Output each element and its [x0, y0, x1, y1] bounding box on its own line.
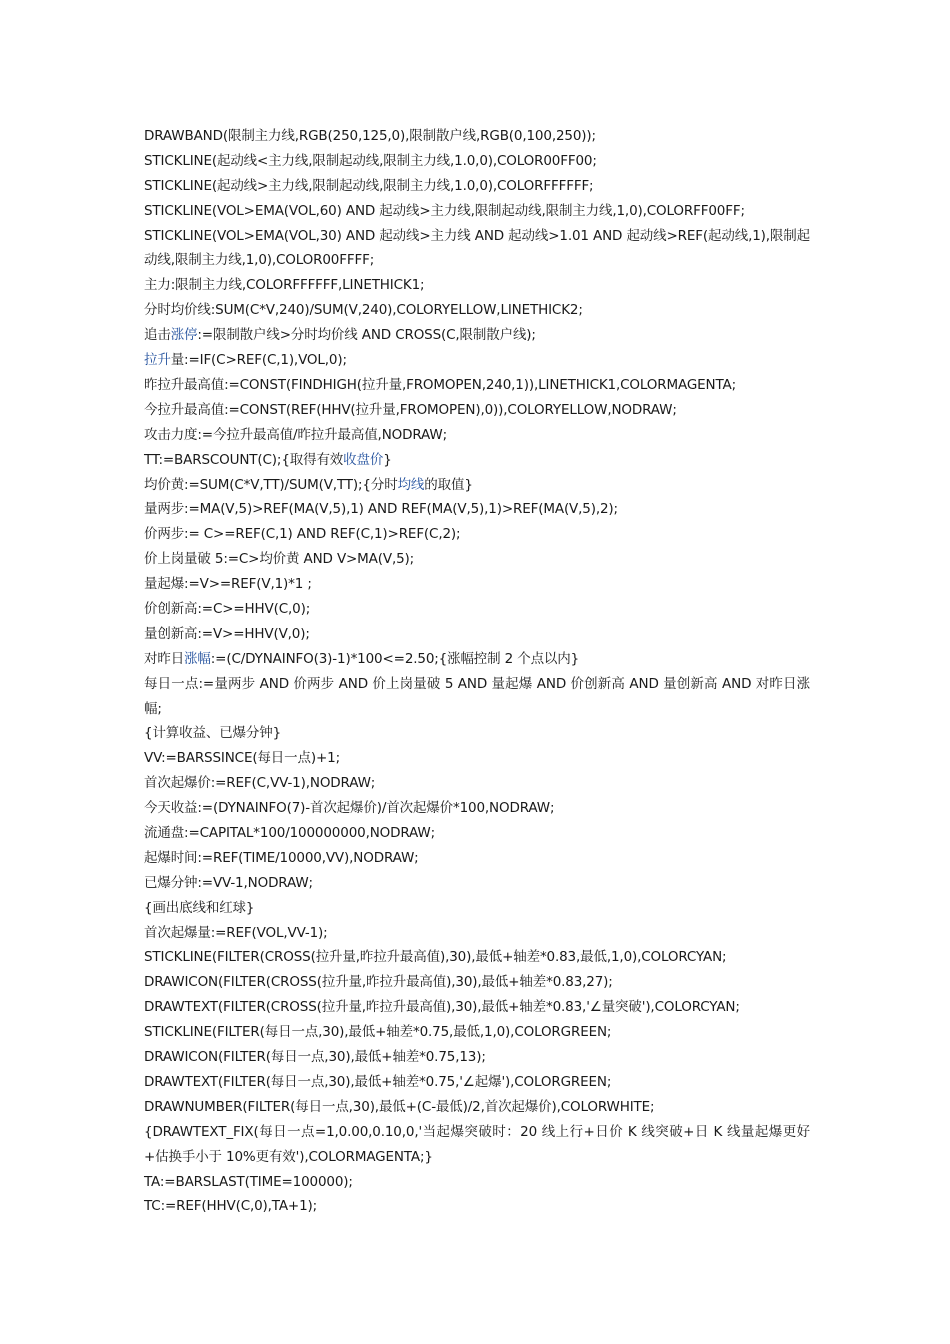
code-line-27: 流通盘:=CAPITAL*100/100000000,NODRAW;: [144, 825, 436, 841]
code-text: 均价黄:=SUM(C*V,TT)/SUM(V,TT);{分时: [144, 476, 398, 493]
code-line-3: STICKLINE(起动线>主力线,限制起动线,限制主力线,1.0,0),COLORFFFFFF;: [144, 177, 594, 194]
code-text: }: [383, 451, 392, 468]
code-line-22: 每日一点:=量两步 AND 价两步 AND 价上岗量破 5 AND 量起爆 AND 价创新高 AND 量创新高 AND 对昨日涨幅;: [144, 675, 810, 717]
keyword-link-zhangfu[interactable]: 涨幅: [184, 650, 211, 667]
keyword-link-junxian[interactable]: 均线: [397, 476, 425, 493]
code-text: 量:=IF(C>REF(C,1),VOL,0);: [170, 352, 347, 369]
code-text: 对昨日: [144, 650, 185, 667]
code-text: TT:=BARSCOUNT(C);{取得有效: [144, 451, 344, 468]
code-line-34: DRAWTEXT(FILTER(CROSS(拉升量,昨拉升最高值),30),最低+轴差*0.83,'∠量突破'),COLORCYAN;: [144, 999, 740, 1016]
code-line-33: DRAWICON(FILTER(CROSS(拉升量,昨拉升最高值),30),最低+轴差*0.83,27);: [144, 974, 613, 991]
code-line-12: 攻击力度:=今拉升最高值/昨拉升最高值,NODRAW;: [144, 426, 447, 443]
code-line-2: STICKLINE(起动线<主力线,限制起动线,限制主力线,1.0,0),COLOR00FF00;: [144, 152, 597, 169]
code-line-30: {画出底线和红球}: [144, 899, 255, 916]
code-text: 追击: [144, 327, 171, 344]
code-line-1: DRAWBAND(限制主力线,RGB(250,125,0),限制散户线,RGB(0,100,250));: [144, 128, 596, 144]
code-line-7: 分时均价线:SUM(C*V,240)/SUM(V,240),COLORYELLOW,LINETHICK2;: [144, 302, 583, 319]
code-line-36: DRAWICON(FILTER(每日一点,30),最低+轴差*0.75,13);: [144, 1049, 486, 1066]
code-line-32: STICKLINE(FILTER(CROSS(拉升量,昨拉升最高值),30),最低+轴差*0.83,最低,1,0),COLORCYAN;: [144, 949, 727, 966]
code-line-21: [144, 647, 810, 672]
code-text: 的取值}: [424, 476, 473, 493]
code-line-11: 今拉升最高值:=CONST(REF(HHV(拉升量,FROMOPEN),0)),COLORYELLOW,NODRAW;: [144, 401, 677, 418]
code-line-35: STICKLINE(FILTER(每日一点,30),最低+轴差*0.75,最低,1,0),COLORGREEN;: [144, 1024, 612, 1041]
code-line-26: 今天收益:=(DYNAINFO(7)-首次起爆价)/首次起爆价*100,NODRAW;: [144, 800, 555, 817]
code-line-17: 价上岗量破 5:=C>均价黄 AND V>MA(V,5);: [144, 551, 415, 568]
keyword-link-lasheng[interactable]: 拉升: [144, 352, 171, 369]
code-text: :=(C/DYNAINFO(3)-1)*100<=2.50;{涨幅控制 2 个点以内}: [210, 650, 580, 667]
document-body: [144, 124, 810, 1219]
code-line-13: [144, 448, 810, 473]
code-line-31: 首次起爆量:=REF(VOL,VV-1);: [144, 924, 328, 941]
code-text: :=限制散户线>分时均价线 AND CROSS(C,限制散户线);: [197, 327, 536, 344]
code-line-40: TA:=BARSLAST(TIME=100000);: [144, 1173, 353, 1190]
code-line-37: DRAWTEXT(FILTER(每日一点,30),最低+轴差*0.75,'∠起爆'),COLORGREEN;: [144, 1073, 612, 1090]
code-line-38: DRAWNUMBER(FILTER(每日一点,30),最低+(C-最低)/2,首次起爆价),COLORWHITE;: [144, 1098, 655, 1115]
code-line-5: STICKLINE(VOL>EMA(VOL,30) AND 起动线>主力线 AND 起动线>1.01 AND 起动线>REF(起动线,1),限制起动线,限制主力线,1,0),COLOR00FFFF;: [144, 227, 810, 269]
code-line-4: STICKLINE(VOL>EMA(VOL,60) AND 起动线>主力线,限制起动线,限制主力线,1,0),COLORFF00FF;: [144, 202, 745, 219]
code-line-41: TC:=REF(HHV(C,0),TA+1);: [144, 1198, 318, 1215]
code-line-18: 量起爆:=V>=REF(V,1)*1 ;: [144, 576, 312, 593]
code-line-28: 起爆时间:=REF(TIME/10000,VV),NODRAW;: [144, 849, 419, 866]
code-line-23: {计算收益、已爆分钟}: [144, 725, 282, 742]
code-line-20: 量创新高:=V>=HHV(V,0);: [144, 625, 310, 642]
code-line-39: {DRAWTEXT_FIX(每日一点=1,0.00,0.10,0,'当起爆突破时：20 线上行+日价 K 线突破+日 K 线量起爆更好+估换手小于 10%更有效'),COLORMAGENTA;}: [144, 1123, 810, 1165]
code-line-10: 昨拉升最高值:=CONST(FINDHIGH(拉升量,FROMOPEN,240,1)),LINETHICK1,COLORMAGENTA;: [144, 376, 737, 393]
keyword-link-zhangting[interactable]: 涨停: [170, 327, 198, 344]
code-line-15: 量两步:=MA(V,5)>REF(MA(V,5),1) AND REF(MA(V,5),1)>REF(MA(V,5),2);: [144, 501, 618, 518]
code-line-8: [144, 323, 810, 348]
code-line-6: 主力:限制主力线,COLORFFFFFF,LINETHICK1;: [144, 277, 425, 294]
code-line-16: 价两步:= C>=REF(C,1) AND REF(C,1)>REF(C,2);: [144, 526, 461, 543]
code-line-24: VV:=BARSSINCE(每日一点)+1;: [144, 750, 340, 767]
code-line-25: 首次起爆价:=REF(C,VV-1),NODRAW;: [144, 775, 376, 792]
keyword-link-shoupanjia[interactable]: 收盘价: [343, 451, 384, 468]
code-line-29: 已爆分钟:=VV-1,NODRAW;: [144, 874, 313, 891]
code-line-9: [144, 348, 810, 373]
code-line-14: [144, 473, 810, 498]
code-line-19: 价创新高:=C>=HHV(C,0);: [144, 600, 311, 617]
